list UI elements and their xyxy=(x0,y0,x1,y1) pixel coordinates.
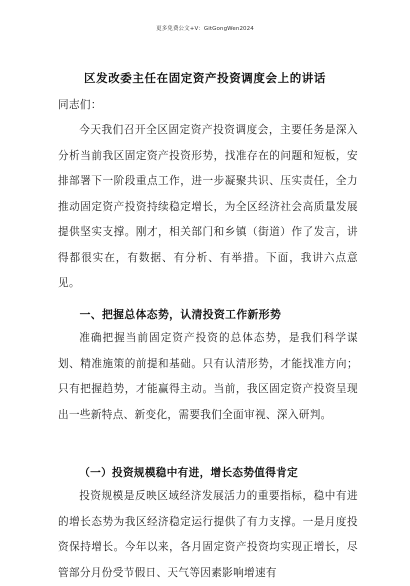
subsection-heading-1: （一）投资规模稳中有进，增长态势值得肯定 xyxy=(79,467,299,479)
paragraph-text: 准确把握当前固定资产投资的总体态势，是我们科学谋划、精准施策的前提和基础。只有认清形势，才能找准方向；只有把握趋势，才能赢得主动。当前，我区固定资产投资呈现出一些新特点、新变化，需要我们全面审视、深入研判。 xyxy=(58,332,358,421)
paragraph-text: 今天我们召开全区固定资产投资调度会，主要任务是深入分析当前我区固定资产投资形势，找准存在的问题和短板，安排部署下一阶段重点工作，进一步凝聚共识、压实责任，全力推动固定资产投资持续稳定增长，为全区经济社会高质量发展提供坚实支撑。刚才，相关部门和乡镇（街道）作了发言，讲得都很实在，有数据、有分析、有举措。下面，我讲六点意见。 xyxy=(58,124,358,289)
header-note: 更多免费公文+V：GitGongWen2024 xyxy=(156,26,254,32)
paragraph-text: 投资规模是反映区域经济发展活力的重要指标，稳中有进的增长态势为我区经济稳定运行提供了有力支撑。一是月度投资保持增长。今年以来，各月固定资产投资均实现正增长，尽管部分月份受节假日、天气等因素影响增速有 xyxy=(58,490,358,579)
paragraph-overview xyxy=(58,326,358,428)
document-title: 区发改委主任在固定资产投资调度会上的讲话 xyxy=(84,71,326,85)
paragraph-scale xyxy=(58,484,358,586)
paragraph-intro xyxy=(58,118,358,297)
greeting: 同志们： xyxy=(58,99,102,111)
section-heading-1: 一、把握总体态势，认清投资工作新形势 xyxy=(79,308,282,321)
